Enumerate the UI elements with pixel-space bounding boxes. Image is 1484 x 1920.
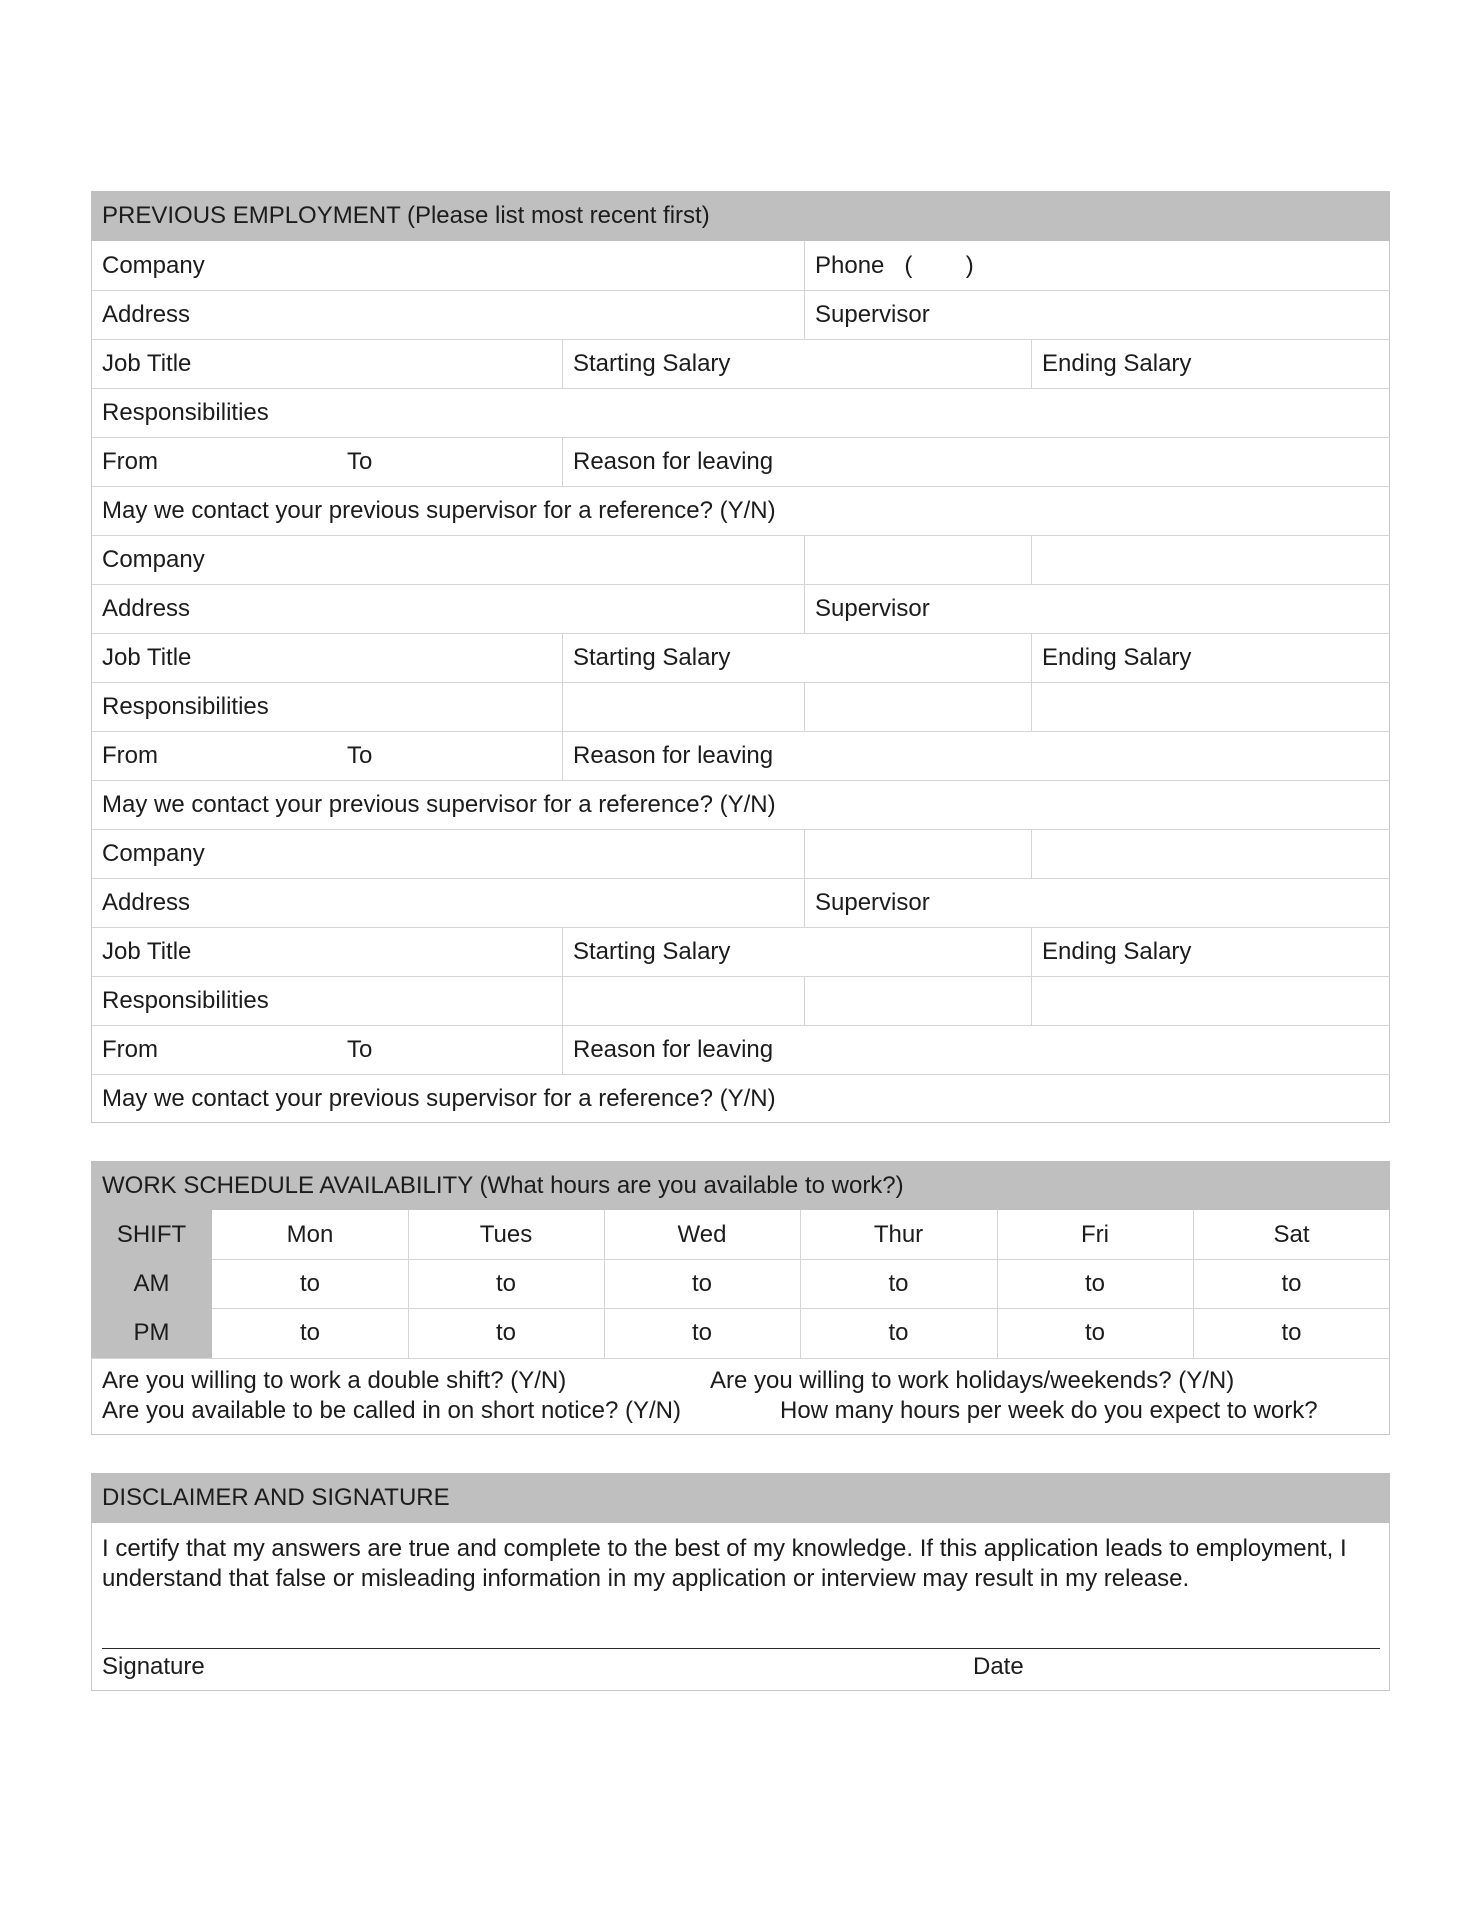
reason-for-leaving-field[interactable]: Reason for leaving xyxy=(573,1035,774,1063)
pm-mon-hours[interactable]: to xyxy=(299,1319,320,1346)
pm-thur-hours[interactable]: to xyxy=(888,1319,909,1346)
pm-sat-hours[interactable]: to xyxy=(1281,1319,1302,1346)
col-divider xyxy=(1031,829,1032,878)
short-notice-question[interactable]: Are you available to be called in on short notice? (Y/N) xyxy=(102,1397,681,1424)
col-divider xyxy=(1031,976,1032,1025)
reason-for-leaving-field[interactable]: Reason for leaving xyxy=(573,447,774,475)
responsibilities-field[interactable]: Responsibilities xyxy=(102,986,269,1014)
day-sat: Sat xyxy=(1273,1220,1310,1248)
day-tues: Tues xyxy=(479,1220,533,1248)
phone-field[interactable]: Phone ( ) xyxy=(815,251,974,279)
address-field[interactable]: Address xyxy=(102,300,191,328)
previous-employment-header: PREVIOUS EMPLOYMENT (Please list most recent first) xyxy=(91,191,1390,241)
supervisor-field[interactable]: Supervisor xyxy=(815,594,930,622)
shift-am-label: AM xyxy=(91,1259,212,1308)
responsibilities-field[interactable]: Responsibilities xyxy=(102,398,269,426)
am-thur-hours[interactable]: to xyxy=(888,1269,909,1297)
contact-supervisor-field[interactable]: May we contact your previous supervisor for a reference? (Y/N) xyxy=(102,496,776,524)
work-schedule-header: WORK SCHEDULE AVAILABILITY (What hours are you available to work?) xyxy=(91,1161,1390,1210)
from-field[interactable]: From xyxy=(102,447,158,475)
am-tues-hours[interactable]: to xyxy=(495,1269,516,1297)
to-field[interactable]: To xyxy=(347,741,373,769)
am-wed-hours[interactable]: to xyxy=(691,1269,712,1297)
contact-supervisor-field[interactable]: May we contact your previous supervisor for a reference? (Y/N) xyxy=(102,790,776,818)
address-field[interactable]: Address xyxy=(102,888,191,916)
signature-line[interactable] xyxy=(102,1648,1380,1649)
company-field[interactable]: Company xyxy=(102,839,205,867)
date-label: Date xyxy=(973,1653,1024,1680)
col-divider xyxy=(1031,535,1032,584)
day-fri: Fri xyxy=(1081,1220,1109,1248)
double-shift-question[interactable]: Are you willing to work a double shift? (Y/N) xyxy=(102,1367,567,1394)
ending-salary-field[interactable]: Ending Salary xyxy=(1042,643,1192,671)
company-field[interactable]: Company xyxy=(102,251,205,279)
job-title-field[interactable]: Job Title xyxy=(102,937,192,965)
reason-for-leaving-field[interactable]: Reason for leaving xyxy=(573,741,774,769)
job-title-field[interactable]: Job Title xyxy=(102,643,192,671)
job-title-field[interactable]: Job Title xyxy=(102,349,192,377)
supervisor-field[interactable]: Supervisor xyxy=(815,888,930,916)
day-wed: Wed xyxy=(677,1220,727,1248)
company-field[interactable]: Company xyxy=(102,545,205,573)
supervisor-field[interactable]: Supervisor xyxy=(815,300,930,328)
am-mon-hours[interactable]: to xyxy=(299,1269,320,1297)
disclaimer-header: DISCLAIMER AND SIGNATURE xyxy=(91,1473,1390,1523)
disclaimer-text-line-1: I certify that my answers are true and complete to the best of my knowledge. If this application leads to employment, I xyxy=(102,1535,1347,1562)
shift-pm-label: PM xyxy=(91,1308,212,1358)
pm-wed-hours[interactable]: to xyxy=(691,1319,712,1346)
shift-label: SHIFT xyxy=(91,1210,212,1259)
row-divider xyxy=(91,1358,1390,1359)
from-field[interactable]: From xyxy=(102,1035,158,1063)
holidays-weekends-question[interactable]: Are you willing to work holidays/weekends? (Y/N) xyxy=(710,1367,1235,1394)
day-mon: Mon xyxy=(286,1220,334,1248)
starting-salary-field[interactable]: Starting Salary xyxy=(573,349,731,377)
address-field[interactable]: Address xyxy=(102,594,191,622)
pm-fri-hours[interactable]: to xyxy=(1084,1319,1105,1346)
disclaimer-text-line-2: understand that false or misleading information in my application or interview may result in my release. xyxy=(102,1565,1190,1592)
col-divider xyxy=(1031,682,1032,731)
responsibilities-field[interactable]: Responsibilities xyxy=(102,692,269,720)
to-field[interactable]: To xyxy=(347,447,373,475)
to-field[interactable]: To xyxy=(347,1035,373,1063)
am-sat-hours[interactable]: to xyxy=(1281,1269,1302,1297)
am-fri-hours[interactable]: to xyxy=(1084,1269,1105,1297)
signature-label: Signature xyxy=(102,1653,205,1680)
pm-tues-hours[interactable]: to xyxy=(495,1319,516,1346)
col-divider xyxy=(804,976,805,1025)
ending-salary-field[interactable]: Ending Salary xyxy=(1042,349,1192,377)
contact-supervisor-field[interactable]: May we contact your previous supervisor for a reference? (Y/N) xyxy=(102,1084,776,1112)
day-thur: Thur xyxy=(873,1220,924,1248)
ending-salary-field[interactable]: Ending Salary xyxy=(1042,937,1192,965)
starting-salary-field[interactable]: Starting Salary xyxy=(573,643,731,671)
col-divider xyxy=(804,682,805,731)
from-field[interactable]: From xyxy=(102,741,158,769)
hours-per-week-question[interactable]: How many hours per week do you expect to work? xyxy=(780,1397,1318,1424)
starting-salary-field[interactable]: Starting Salary xyxy=(573,937,731,965)
